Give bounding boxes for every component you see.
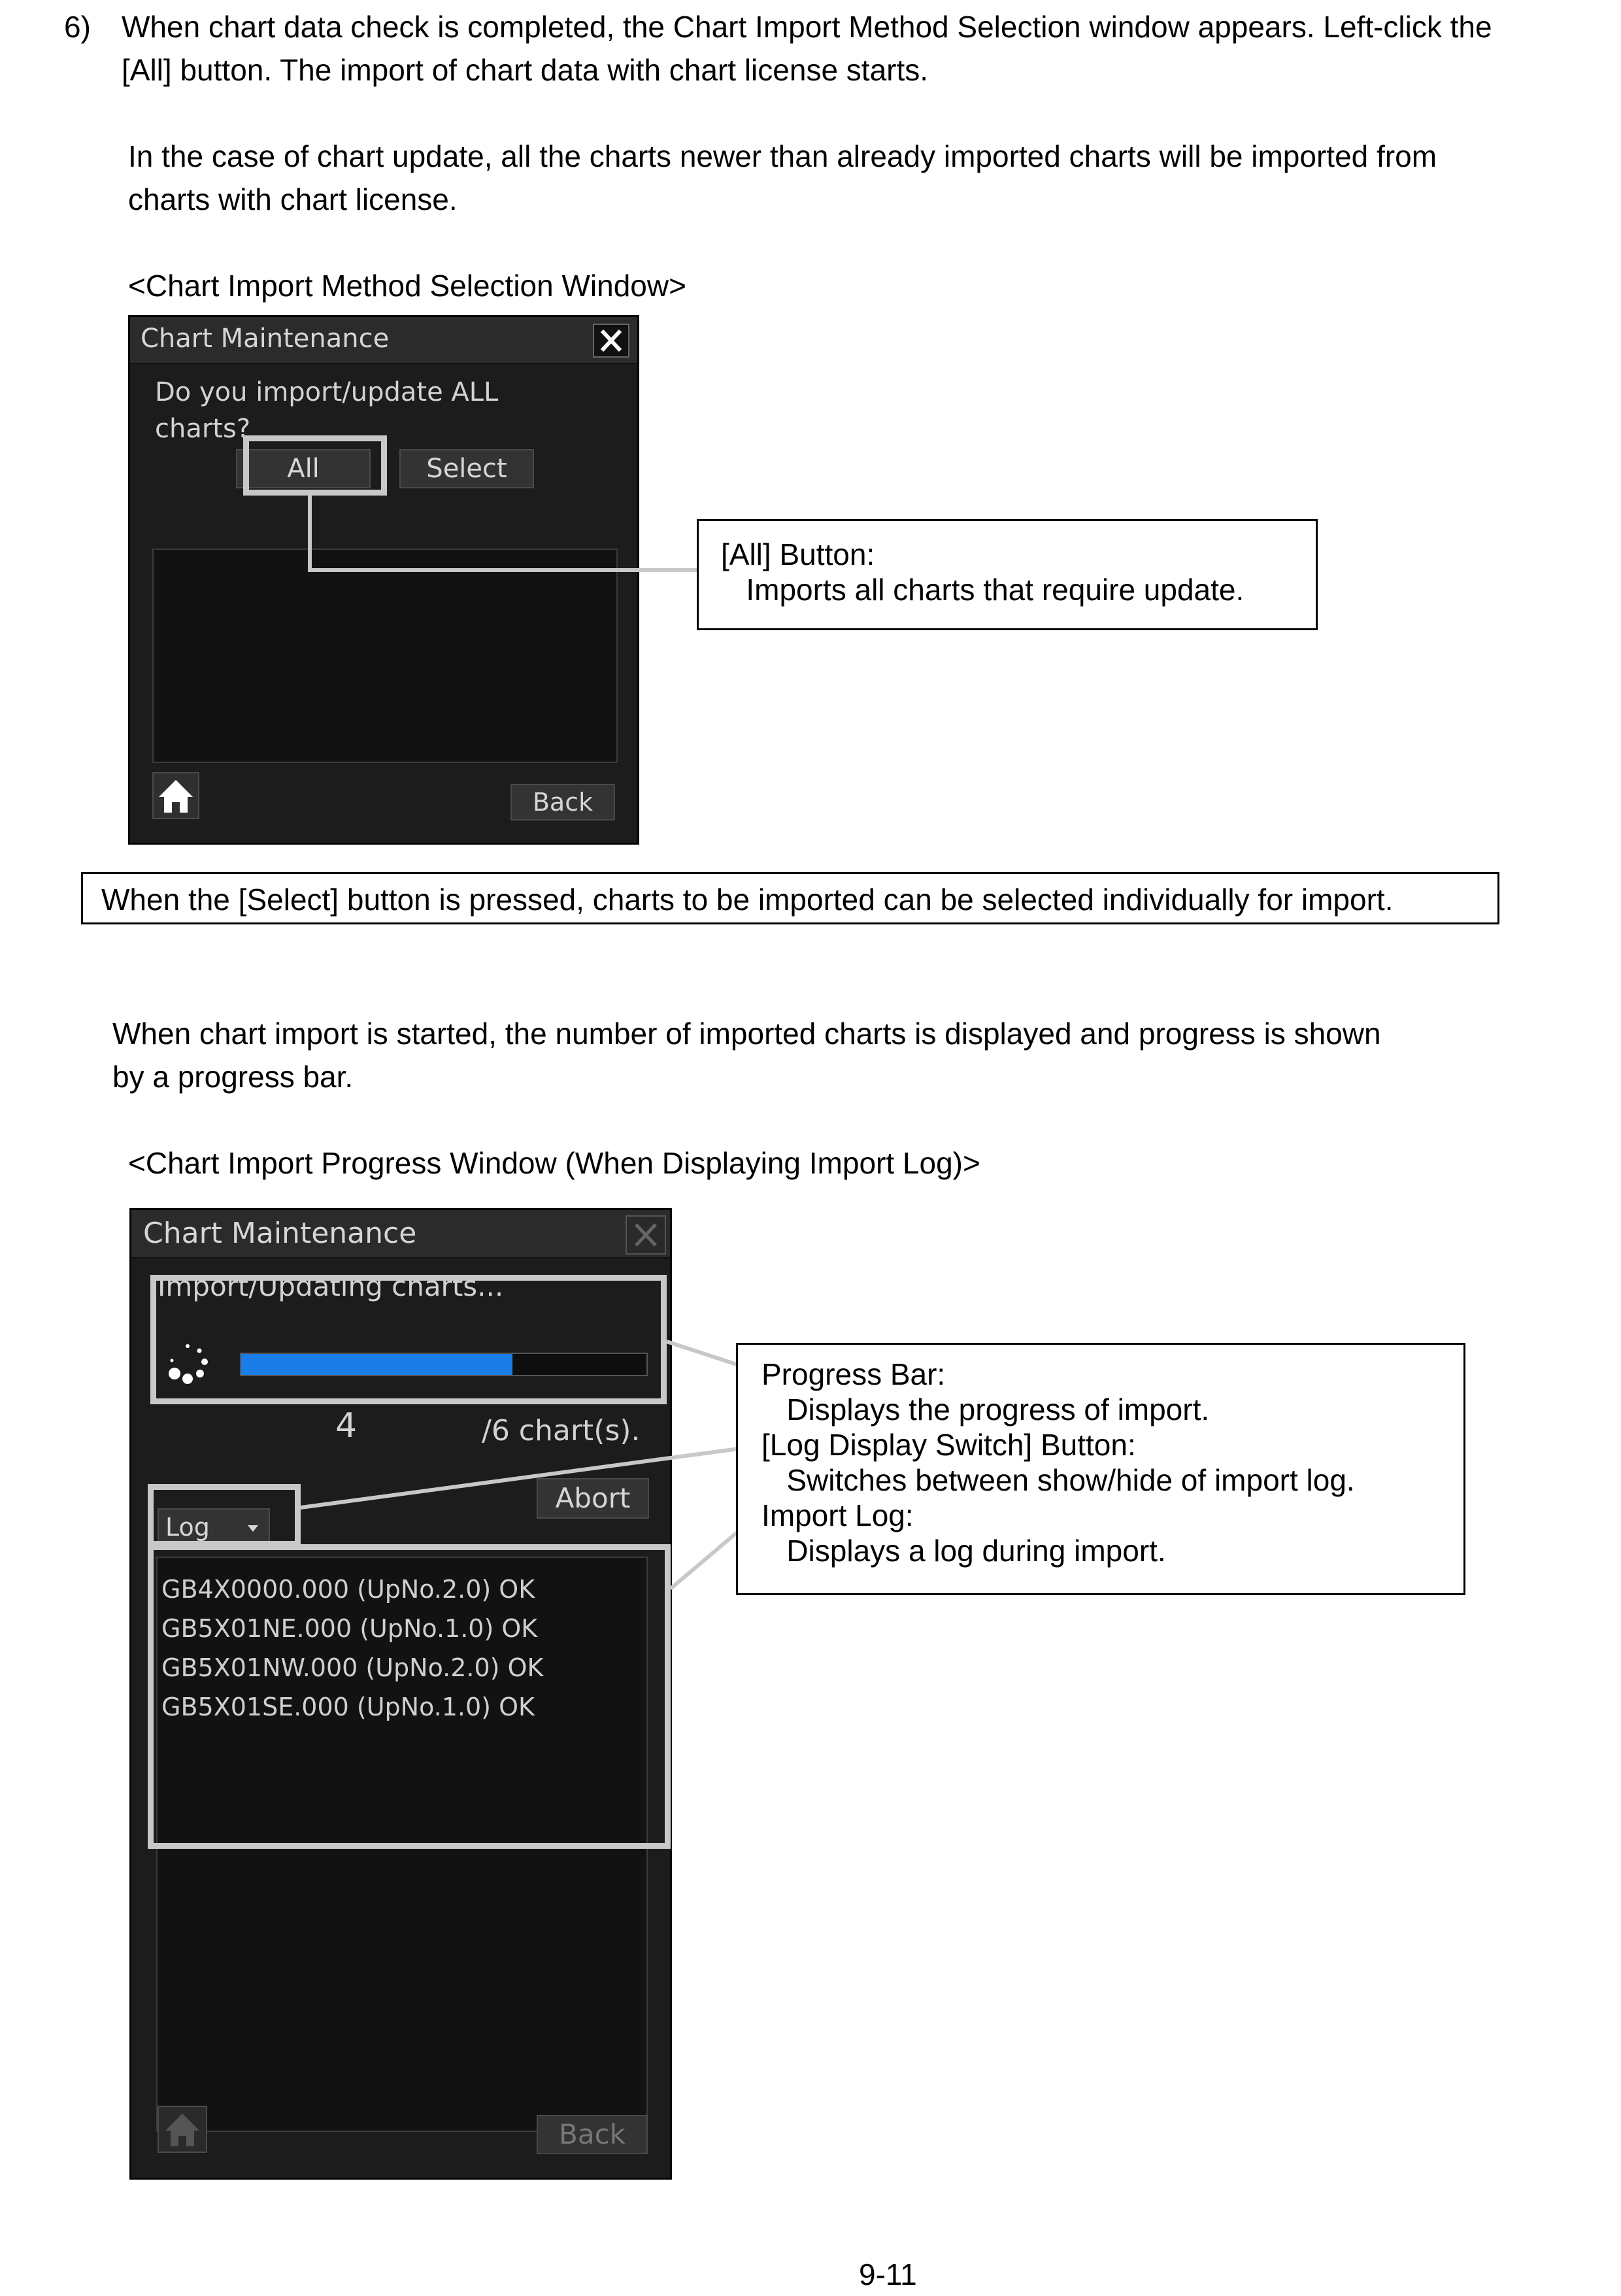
selection-window-caption: <Chart Import Method Selection Window> [128, 269, 686, 303]
update-note-line1: In the case of chart update, all the charts newer than already imported charts will be imported from [128, 139, 1437, 173]
progress-window-caption: <Chart Import Progress Window (When Displaying Import Log)> [128, 1146, 980, 1180]
window-title: Chart Maintenance [141, 324, 390, 354]
all-callout-line1: [All] Button: [721, 537, 875, 571]
progress-callout-line6: Displays a log during import. [761, 1534, 1166, 1568]
question-line2: charts? [155, 414, 251, 444]
all-button[interactable]: All [236, 449, 371, 488]
log-line: GB4X0000.000 (UpNo.2.0) OK [161, 1575, 535, 1604]
import-status-text: Import/Updating charts... [158, 1270, 504, 1302]
step-text-line2: [All] button. The import of chart data with chart license starts. [122, 53, 929, 87]
log-line: GB5X01NW.000 (UpNo.2.0) OK [161, 1653, 544, 1682]
progress-callout-line4: Switches between show/hide of import log. [761, 1463, 1355, 1497]
progress-intro-line2: by a progress bar. [112, 1060, 354, 1094]
step-text-line1: When chart data check is completed, the Chart Import Method Selection window appears. Left-click the [122, 10, 1492, 44]
progress-intro-line1: When chart import is started, the number of imported charts is displayed and progress is shown [112, 1017, 1381, 1051]
progress-callout-line2: Displays the progress of import. [761, 1393, 1210, 1427]
select-note-text: When the [Select] button is pressed, charts to be imported can be selected individually for import. [101, 883, 1394, 917]
progress-back-button: Back [537, 2115, 648, 2154]
page-number: 9-11 [859, 2257, 917, 2291]
back-button[interactable]: Back [510, 784, 615, 820]
select-button[interactable]: Select [399, 449, 534, 488]
progress-window-title: Chart Maintenance [143, 1217, 417, 1250]
step-number: 6) [64, 10, 91, 44]
progress-callout-line5: Import Log: [761, 1498, 914, 1532]
progress-callout-line1: Progress Bar: [761, 1357, 946, 1391]
log-switch-label: Log [165, 1513, 210, 1542]
log-line: GB5X01SE.000 (UpNo.1.0) OK [161, 1693, 535, 1721]
progress-callout-line3: [Log Display Switch] Button: [761, 1428, 1136, 1462]
all-callout-line2: Imports all charts that require update. [721, 573, 1245, 607]
total-count: /6 chart(s). [482, 1414, 641, 1447]
progress-window-callout [736, 1343, 1465, 1595]
update-note-line2: charts with chart license. [128, 182, 458, 216]
log-line: GB5X01NE.000 (UpNo.1.0) OK [161, 1614, 538, 1643]
abort-button[interactable]: Abort [537, 1478, 649, 1519]
question-line1: Do you import/update ALL [155, 377, 499, 407]
imported-count: 4 [335, 1406, 358, 1445]
